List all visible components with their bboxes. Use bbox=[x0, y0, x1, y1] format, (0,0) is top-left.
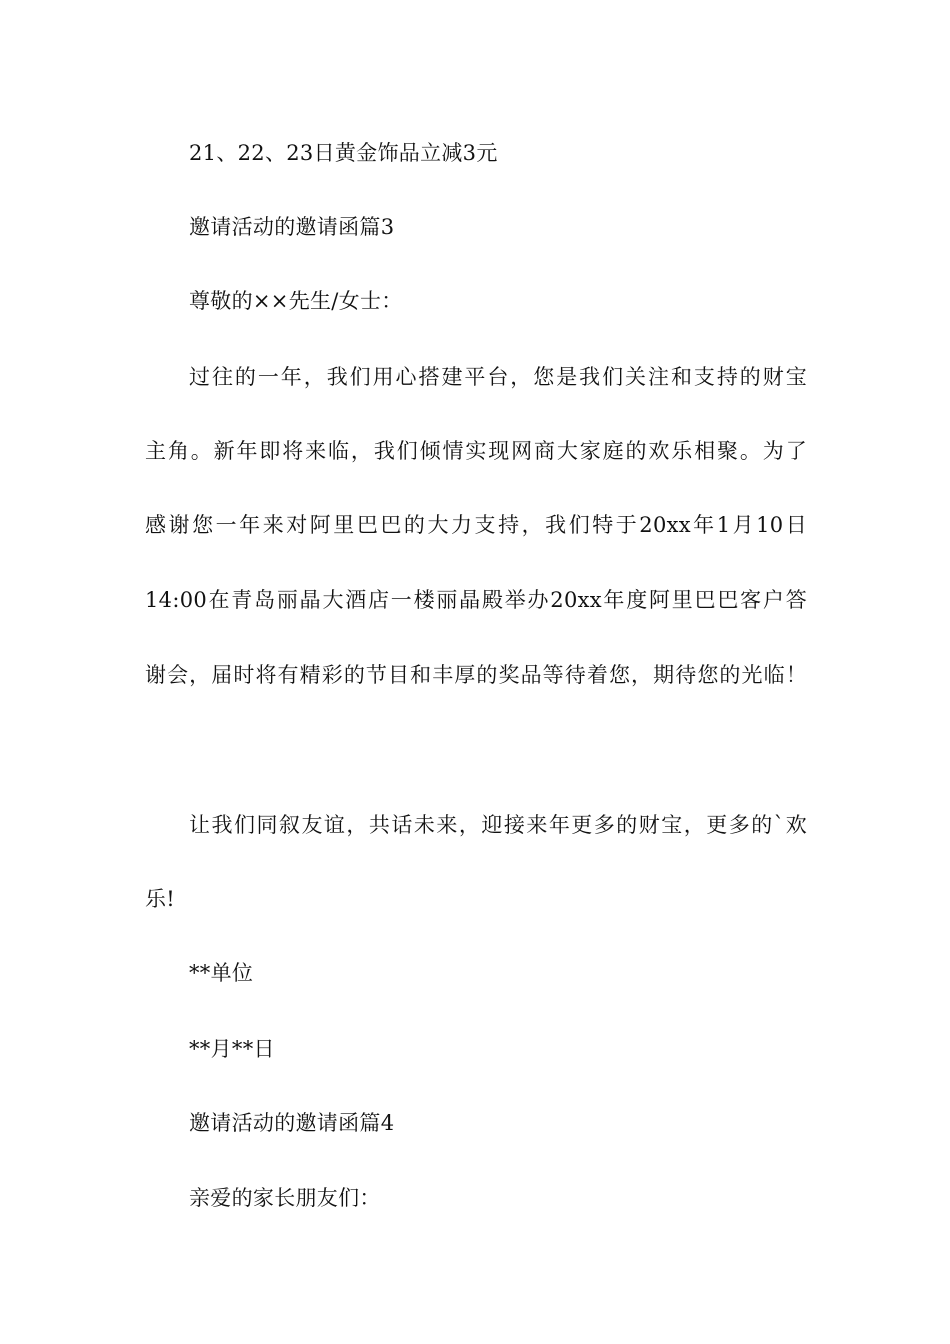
salutation: 亲爱的家长朋友们： bbox=[189, 1186, 381, 1210]
section-heading-4: 邀请活动的邀请函篇4 bbox=[189, 1111, 395, 1135]
paragraph-line: 谢会，届时将有精彩的节目和丰厚的奖品等待着您，期待您的光临！ bbox=[145, 663, 807, 687]
section-heading-3: 邀请活动的邀请函篇3 bbox=[189, 215, 395, 239]
paragraph-line: 14:00在青岛丽晶大酒店一楼丽晶殿举办20xx年度阿里巴巴客户答 bbox=[145, 588, 807, 612]
paragraph-line: 让我们同叙友谊，共话未来，迎接来年更多的财宝，更多的`欢 bbox=[189, 813, 807, 837]
paragraph-line: 主角。新年即将来临，我们倾情实现网商大家庭的欢乐相聚。为了 bbox=[145, 439, 807, 463]
promo-line: 21、22、23日黄金饰品立减3元 bbox=[189, 141, 498, 165]
paragraph-line: 乐! bbox=[145, 887, 176, 911]
paragraph-line: 感谢您一年来对阿里巴巴的大力支持，我们特于20xx年1月10日 bbox=[145, 513, 807, 537]
paragraph-line: 过往的一年，我们用心搭建平台，您是我们关注和支持的财宝 bbox=[189, 365, 807, 389]
salutation: 尊敬的××先生/女士： bbox=[189, 289, 403, 313]
signature-date: **月**日 bbox=[189, 1037, 275, 1061]
signature-organization: **单位 bbox=[189, 961, 254, 985]
